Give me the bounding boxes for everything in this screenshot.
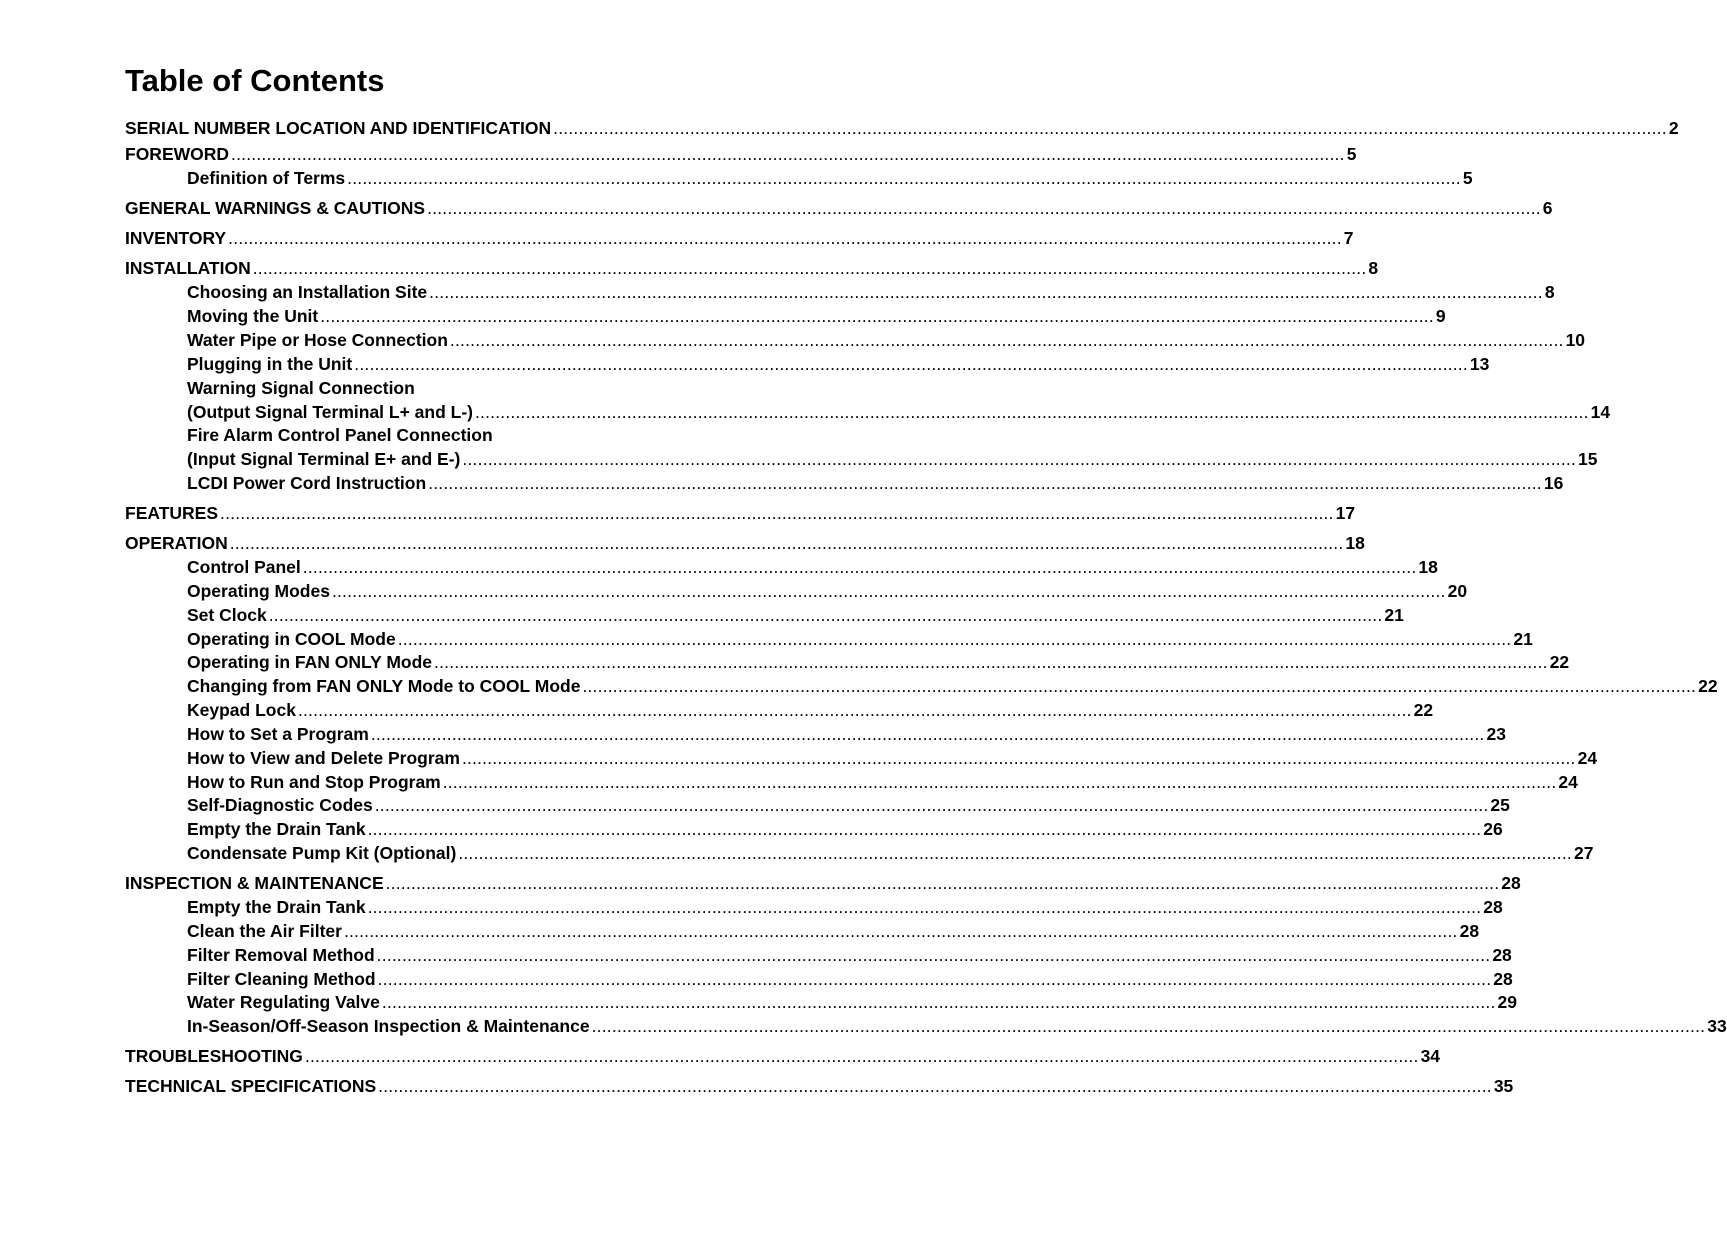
toc-dot-leader: ............................................................................................................................................................................................................................ <box>302 557 1417 577</box>
toc-entry <box>125 532 1365 554</box>
toc-dot-leader: ............................................................................................................................................................................................................................ <box>229 533 1344 553</box>
toc-entry-label: Clean the Air Filter <box>187 921 342 941</box>
toc-entry <box>125 1075 1514 1097</box>
toc-entry-label: Definition of Terms <box>187 168 346 188</box>
toc-entry-page-number: 18 <box>1418 557 1438 577</box>
toc-entry-page-number: 26 <box>1483 819 1503 839</box>
toc-entry-page-number: 28 <box>1501 873 1521 893</box>
toc-dot-leader: ............................................................................................................................................................................................................................ <box>591 1016 1706 1036</box>
toc-entry <box>125 872 1521 894</box>
toc-entry-page-number: 16 <box>1543 473 1564 493</box>
toc-entry <box>187 842 1594 864</box>
toc-entry-page-number: 9 <box>1435 306 1446 326</box>
toc-dot-leader: ............................................................................................................................................................................................................................ <box>427 198 1541 218</box>
toc-entry-page-number: 15 <box>1578 449 1598 469</box>
toc-entry-page-number: 33 <box>1707 1016 1727 1036</box>
toc-entry-page-number: 28 <box>1459 921 1480 941</box>
toc-entry-page-number: 13 <box>1469 354 1490 374</box>
toc-entry-label: Filter Cleaning Method <box>187 969 376 989</box>
toc-entry <box>125 257 1379 279</box>
toc-entry-label: TROUBLESHOOTING <box>125 1046 303 1066</box>
toc-dot-leader: ............................................................................................................................................................................................................................ <box>376 945 1491 965</box>
toc-dot-leader: ............................................................................................................................................................................................................................ <box>442 772 1557 792</box>
toc-entry-page-number: 22 <box>1698 676 1718 696</box>
toc-entry-page-number: 2 <box>1668 118 1679 138</box>
toc-dot-leader: ............................................................................................................................................................................................................................ <box>320 306 1434 326</box>
toc-entry <box>187 723 1506 745</box>
toc-entry-page-number: 23 <box>1486 724 1506 744</box>
toc-entry-page-number: 21 <box>1384 605 1404 625</box>
toc-dot-leader: ............................................................................................................................................................................................................................ <box>367 819 1482 839</box>
toc-entry-label: LCDI Power Cord Instruction <box>187 473 427 493</box>
toc-dot-leader: ............................................................................................................................................................................................................................ <box>370 724 1485 744</box>
toc-entry-label: Choosing an Installation Site <box>187 282 428 302</box>
toc-entry-label: Operating in COOL Mode <box>187 629 396 649</box>
toc-entry-label: Keypad Lock <box>187 700 296 720</box>
toc-dot-leader: ............................................................................................................................................................................................................................ <box>582 676 1697 696</box>
toc-dot-leader: ............................................................................................................................................................................................................................ <box>377 969 1492 989</box>
toc-entry <box>125 143 1357 165</box>
toc-dot-leader: ............................................................................................................................................................................................................................ <box>228 228 1342 248</box>
toc-dot-leader: ............................................................................................................................................................................................................................ <box>220 503 1334 523</box>
toc-entry-page-number: 24 <box>1558 772 1578 792</box>
toc-entry <box>187 651 1570 673</box>
toc-entry <box>187 167 1473 189</box>
toc-dot-leader: ............................................................................................................................................................................................................................ <box>385 873 1500 893</box>
toc-entry-page-number: 5 <box>1462 168 1473 188</box>
toc-entry-label: INSTALLATION <box>125 258 251 278</box>
toc-entry-label: Control Panel <box>187 557 301 577</box>
toc-entry-page-number: 8 <box>1368 258 1379 278</box>
toc-entry-label: INSPECTION & MAINTENANCE <box>125 873 384 893</box>
toc-entry-label: SERIAL NUMBER LOCATION AND IDENTIFICATION <box>125 118 552 138</box>
toc-entry-label: Warning Signal Connection <box>187 378 415 398</box>
toc-entry-label: Set Clock <box>187 605 267 625</box>
toc-entry-label: TECHNICAL SPECIFICATIONS <box>125 1076 377 1096</box>
toc-entry <box>187 472 1564 494</box>
toc-entry-page-number: 5 <box>1346 144 1357 164</box>
toc-dot-leader: ............................................................................................................................................................................................................................ <box>449 330 1564 350</box>
toc-entry-label: How to View and Delete Program <box>187 748 460 768</box>
toc-dot-leader: ............................................................................................................................................................................................................................ <box>231 144 1345 164</box>
toc-entry-page-number: 7 <box>1343 228 1354 248</box>
toc-entry-label: (Input Signal Terminal E+ and E-) <box>187 449 461 469</box>
toc-entry-page-number: 6 <box>1542 198 1553 218</box>
toc-entry-page-number: 25 <box>1490 795 1510 815</box>
toc-dot-leader: ............................................................................................................................................................................................................................ <box>428 473 1542 493</box>
toc-entry <box>187 699 1434 721</box>
toc-entry-page-number: 21 <box>1513 629 1533 649</box>
toc-entry-label: FEATURES <box>125 503 219 523</box>
toc-dot-leader: ............................................................................................................................................................................................................................ <box>434 652 1548 672</box>
toc-dot-leader: ............................................................................................................................................................................................................................ <box>475 402 1589 422</box>
toc-entry-label: How to Run and Stop Program <box>187 772 441 792</box>
toc-entry-label: Empty the Drain Tank <box>187 819 366 839</box>
toc-entry-page-number: 28 <box>1492 945 1512 965</box>
toc-entry <box>187 944 1512 966</box>
toc-entry-label: Condensate Pump Kit (Optional) <box>187 843 457 863</box>
toc-entry <box>187 424 819 446</box>
toc-entry <box>125 117 1679 139</box>
toc-entry <box>187 281 1555 303</box>
toc-entry <box>187 794 1510 816</box>
toc-entry-page-number: 8 <box>1544 282 1555 302</box>
toc-entry-label: Plugging in the Unit <box>187 354 353 374</box>
toc-entry-label: Self-Diagnostic Codes <box>187 795 373 815</box>
toc-entry <box>187 448 1598 470</box>
toc-dot-leader: ............................................................................................................................................................................................................................ <box>343 921 1458 941</box>
toc-dot-leader: ............................................................................................................................................................................................................................ <box>378 1076 1492 1096</box>
toc-dot-leader: ............................................................................................................................................................................................................................ <box>331 581 1446 601</box>
toc-entry-label: INVENTORY <box>125 228 227 248</box>
toc-dot-leader: ............................................................................................................................................................................................................................ <box>553 118 1667 138</box>
toc-entry-page-number: 17 <box>1335 503 1356 523</box>
toc-entry <box>187 604 1404 626</box>
toc-entry-page-number: 34 <box>1420 1046 1441 1066</box>
toc-entry <box>187 920 1480 942</box>
toc-entry <box>187 556 1438 578</box>
toc-entry <box>187 896 1503 918</box>
toc-entry-label: Moving the Unit <box>187 306 319 326</box>
toc-dot-leader: ............................................................................................................................................................................................................................ <box>252 258 1367 278</box>
toc-entry-page-number: 22 <box>1413 700 1434 720</box>
toc-dot-leader: ............................................................................................................................................................................................................................ <box>374 795 1489 815</box>
toc-entry <box>187 1015 1727 1037</box>
toc-entry-page-number: 10 <box>1565 330 1586 350</box>
toc-entry <box>125 197 1553 219</box>
toc-entry <box>187 401 1611 423</box>
toc-dot-leader: ............................................................................................................................................................................................................................ <box>397 629 1512 649</box>
toc-entry <box>187 329 1586 351</box>
toc-entry-label: OPERATION <box>125 533 228 553</box>
toc-entry-label: How to Set a Program <box>187 724 369 744</box>
toc-entry <box>187 353 1490 375</box>
toc-dot-leader: ............................................................................................................................................................................................................................ <box>268 605 1383 625</box>
toc-dot-leader: ............................................................................................................................................................................................................................ <box>297 700 1412 720</box>
toc-dot-leader: ............................................................................................................................................................................................................................ <box>347 168 1461 188</box>
toc-entry-page-number: 14 <box>1590 402 1611 422</box>
toc-entry <box>125 502 1356 524</box>
toc-entry <box>187 580 1468 602</box>
toc-entry-page-number: 35 <box>1493 1076 1514 1096</box>
toc-entry <box>187 747 1598 769</box>
toc-entry-label: In-Season/Off-Season Inspection & Maintenance <box>187 1016 590 1036</box>
toc-entry <box>187 305 1446 327</box>
toc-entry <box>187 818 1503 840</box>
toc-entry-page-number: 29 <box>1497 992 1518 1012</box>
toc-dot-leader: ............................................................................................................................................................................................................................ <box>429 282 1543 302</box>
toc-entry <box>187 675 1718 697</box>
toc-entry <box>187 377 819 399</box>
toc-entry-label: Water Regulating Valve <box>187 992 380 1012</box>
toc-entry <box>187 628 1533 650</box>
toc-dot-leader: ............................................................................................................................................................................................................................ <box>461 748 1576 768</box>
toc-entry <box>187 771 1578 793</box>
toc-entry-label: (Output Signal Terminal L+ and L-) <box>187 402 473 422</box>
toc-entry <box>187 991 1518 1013</box>
toc-entry-label: FOREWORD <box>125 144 230 164</box>
toc-entry-page-number: 28 <box>1493 969 1513 989</box>
toc-entry-label: Water Pipe or Hose Connection <box>187 330 448 350</box>
toc-entry-page-number: 27 <box>1573 843 1594 863</box>
toc-dot-leader: ............................................................................................................................................................................................................................ <box>462 449 1577 469</box>
toc-dot-leader: ............................................................................................................................................................................................................................ <box>304 1046 1419 1066</box>
toc-entry-label: GENERAL WARNINGS & CAUTIONS <box>125 198 426 218</box>
toc-entry-page-number: 28 <box>1483 897 1503 917</box>
toc-dot-leader: ............................................................................................................................................................................................................................ <box>367 897 1482 917</box>
toc-entry-page-number: 18 <box>1345 533 1365 553</box>
toc-entry-page-number: 24 <box>1577 748 1598 768</box>
toc-entry <box>125 227 1354 249</box>
toc-entry-label: Operating Modes <box>187 581 330 601</box>
toc-entry-label: Operating in FAN ONLY Mode <box>187 652 433 672</box>
toc-entry-label: Empty the Drain Tank <box>187 897 366 917</box>
toc-entry <box>187 968 1513 990</box>
toc-entry-label: Fire Alarm Control Panel Connection <box>187 425 493 445</box>
toc-dot-leader: ............................................................................................................................................................................................................................ <box>381 992 1496 1012</box>
page-title: Table of Contents <box>125 63 385 98</box>
toc-entry-page-number: 20 <box>1447 581 1468 601</box>
toc-entry-label: Changing from FAN ONLY Mode to COOL Mode <box>187 676 581 696</box>
toc-dot-leader: ............................................................................................................................................................................................................................ <box>458 843 1572 863</box>
toc-entry-label: Filter Removal Method <box>187 945 375 965</box>
toc-entry <box>125 1045 1441 1067</box>
toc-dot-leader: ............................................................................................................................................................................................................................ <box>354 354 1468 374</box>
toc-entry-page-number: 22 <box>1549 652 1570 672</box>
